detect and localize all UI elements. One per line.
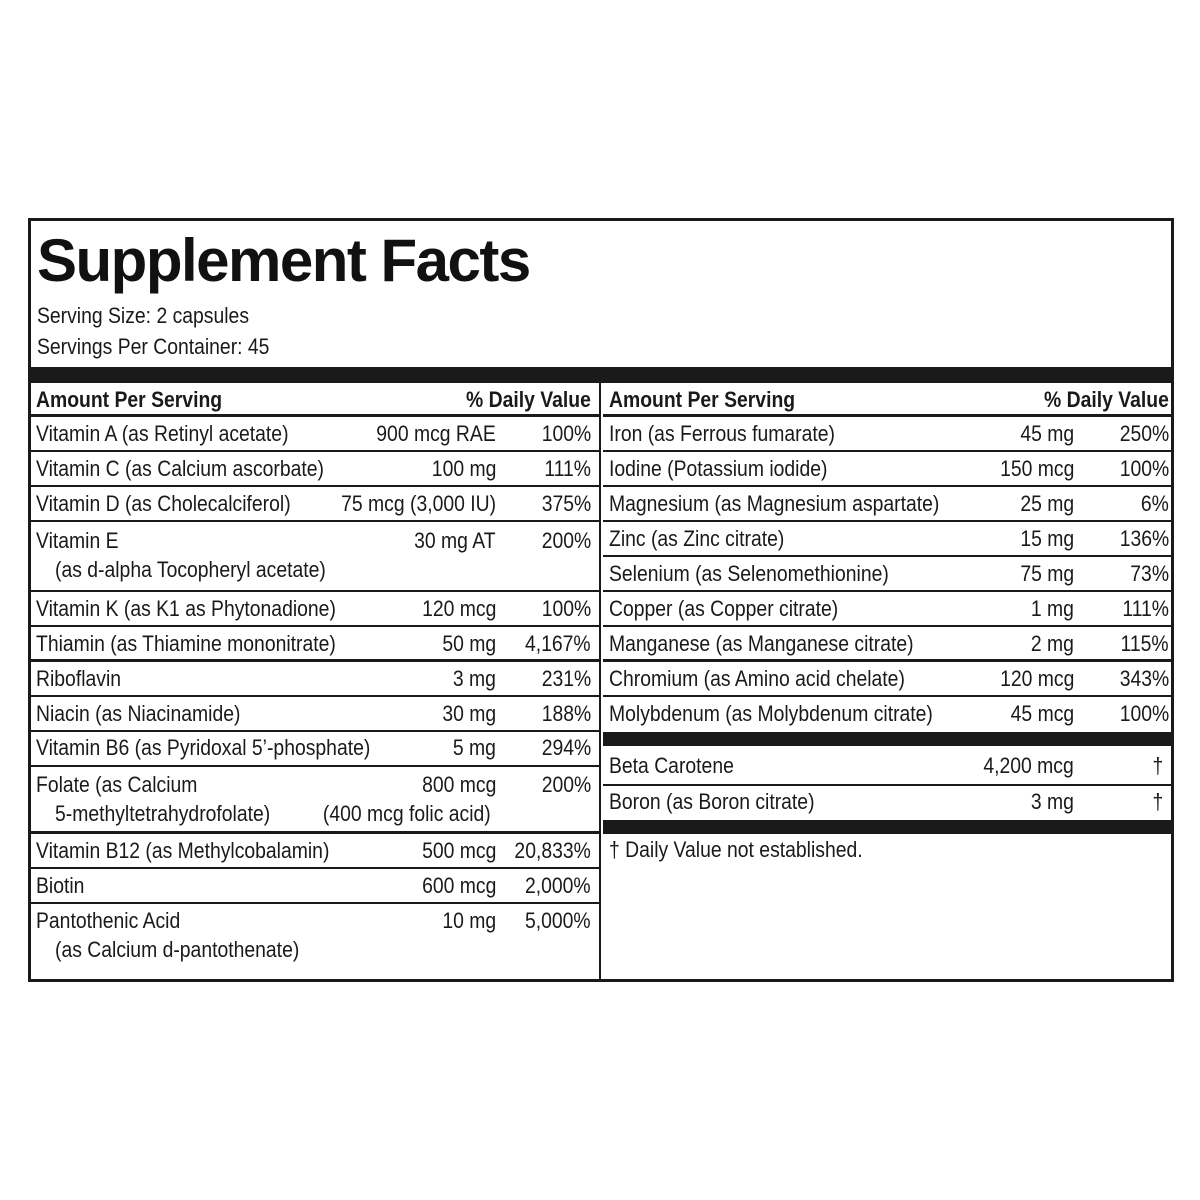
nutrient-amount-note: (400 mcg folic acid) — [323, 801, 491, 826]
mineral-row — [603, 697, 1171, 732]
nutrient-amount: 75 mcg (3,000 IU) — [341, 491, 496, 516]
nutrient-amount: 30 mg — [442, 701, 496, 726]
nutrient-row — [31, 452, 599, 487]
nutrient-dv: 100% — [541, 596, 591, 621]
mineral-row — [603, 557, 1171, 592]
nutrient-dv: 188% — [541, 701, 591, 726]
nutrient-row — [31, 627, 599, 662]
nutrient-dv: 200% — [541, 528, 591, 553]
nutrient-amount: 900 mcg RAE — [376, 421, 496, 446]
right-column-header — [603, 383, 1171, 417]
nutrient-row — [31, 767, 599, 834]
ingredient-amount: 3 mg — [1030, 789, 1074, 814]
nutrient-row — [31, 522, 599, 592]
nutrient-name: Riboflavin — [36, 666, 122, 691]
ingredient-dv: † — [1152, 789, 1163, 814]
ingredient-name: Boron (as Boron citrate) — [609, 789, 815, 814]
nutrient-dv: 5,000% — [525, 908, 591, 933]
ingredient-name: Beta Carotene — [609, 753, 734, 778]
mineral-dv: 343% — [1119, 666, 1169, 691]
nutrient-row — [31, 904, 599, 970]
nutrient-dv: 20,833% — [514, 838, 591, 863]
nutrient-source: (as d-alpha Tocopheryl acetate) — [55, 557, 326, 582]
footnote: † Daily Value not established. — [609, 837, 863, 862]
daily-value-label: % Daily Value — [1044, 387, 1169, 412]
nutrient-dv: 4,167% — [525, 631, 591, 656]
mineral-dv: 100% — [1119, 701, 1169, 726]
nutrient-dv: 100% — [541, 421, 591, 446]
mineral-name: Iodine (Potassium iodide) — [609, 456, 828, 481]
nutrient-row — [31, 417, 599, 452]
mineral-row — [603, 522, 1171, 557]
thick-divider — [31, 367, 1171, 383]
mineral-name: Iron (as Ferrous fumarate) — [609, 421, 835, 446]
mineral-name: Copper (as Copper citrate) — [609, 596, 839, 621]
nutrient-amount: 120 mcg — [421, 596, 496, 621]
nutrient-source: 5-methyltetrahydrofolate) — [55, 801, 271, 826]
nutrient-amount: 30 mg AT — [414, 528, 496, 553]
nutrient-row — [31, 732, 599, 767]
nutrient-amount: 5 mg — [452, 735, 496, 760]
nutrient-row — [31, 869, 599, 904]
nutrient-dv: 375% — [541, 491, 591, 516]
mineral-amount: 1 mg — [1030, 596, 1074, 621]
nutrient-dv: 2,000% — [525, 873, 591, 898]
nutrient-name: Vitamin C (as Calcium ascorbate) — [36, 456, 324, 481]
thick-divider — [603, 820, 1171, 834]
mineral-dv: 73% — [1130, 561, 1169, 586]
nutrient-amount: 10 mg — [442, 908, 496, 933]
mineral-name: Manganese (as Manganese citrate) — [609, 631, 914, 656]
amount-per-serving-label: Amount Per Serving — [36, 387, 223, 412]
nutrient-row — [31, 834, 599, 869]
nutrient-amount: 500 mcg — [421, 838, 496, 863]
serving-size: Serving Size: 2 capsules — [37, 303, 249, 328]
nutrient-name: Pantothenic Acid — [36, 908, 181, 933]
nutrient-amount: 3 mg — [452, 666, 496, 691]
mineral-dv: 136% — [1119, 526, 1169, 551]
mineral-dv: 6% — [1141, 491, 1169, 516]
nutrient-row — [31, 662, 599, 697]
nutrient-name: Thiamin (as Thiamine mononitrate) — [36, 631, 336, 656]
supplement-facts-panel — [28, 218, 1174, 982]
mineral-name: Chromium (as Amino acid chelate) — [609, 666, 905, 691]
nutrient-amount: 100 mg — [431, 456, 496, 481]
mineral-name: Molybdenum (as Molybdenum citrate) — [609, 701, 933, 726]
mineral-row — [603, 487, 1171, 522]
other-ingredient-row — [603, 746, 1171, 786]
panel-title: Supplement Facts — [37, 227, 530, 294]
nutrient-amount: 600 mcg — [421, 873, 496, 898]
mineral-dv: 250% — [1119, 421, 1169, 446]
mineral-dv: 100% — [1119, 456, 1169, 481]
thick-divider — [603, 732, 1171, 746]
footnote-row — [603, 834, 1171, 874]
nutrient-name: Biotin — [36, 873, 85, 898]
nutrient-name: Vitamin D (as Cholecalciferol) — [36, 491, 291, 516]
nutrient-dv: 294% — [541, 735, 591, 760]
nutrient-amount: 800 mcg — [421, 772, 496, 797]
nutrient-source: (as Calcium d-pantothenate) — [55, 937, 300, 962]
daily-value-label: % Daily Value — [466, 387, 591, 412]
ingredient-amount: 4,200 mcg — [983, 753, 1074, 778]
nutrient-dv: 200% — [541, 772, 591, 797]
mineral-dv: 115% — [1120, 631, 1169, 656]
mineral-amount: 75 mg — [1020, 561, 1074, 586]
left-column — [31, 383, 601, 982]
ingredient-dv: † — [1152, 753, 1163, 778]
other-ingredient-row — [603, 786, 1171, 820]
nutrient-name: Vitamin K (as K1 as Phytonadione) — [36, 596, 336, 621]
mineral-name: Selenium (as Selenomethionine) — [609, 561, 889, 586]
mineral-row — [603, 417, 1171, 452]
nutrient-name: Vitamin B6 (as Pyridoxal 5’-phosphate) — [36, 735, 371, 760]
mineral-name: Magnesium (as Magnesium aspartate) — [609, 491, 940, 516]
left-column-header — [31, 383, 599, 417]
mineral-row — [603, 627, 1171, 662]
nutrient-name: Vitamin B12 (as Methylcobalamin) — [36, 838, 330, 863]
right-column — [603, 383, 1171, 982]
mineral-amount: 15 mg — [1020, 526, 1074, 551]
nutrient-name: Vitamin A (as Retinyl acetate) — [36, 421, 289, 446]
nutrient-row — [31, 592, 599, 627]
nutrient-name: Folate (as Calcium — [36, 772, 198, 797]
mineral-amount: 25 mg — [1020, 491, 1074, 516]
nutrient-dv: 111% — [544, 456, 591, 481]
nutrient-name: Niacin (as Niacinamide) — [36, 701, 241, 726]
nutrient-amount: 50 mg — [442, 631, 496, 656]
mineral-row — [603, 662, 1171, 697]
nutrient-dv: 231% — [541, 666, 591, 691]
mineral-row — [603, 452, 1171, 487]
mineral-name: Zinc (as Zinc citrate) — [609, 526, 785, 551]
mineral-amount: 45 mcg — [1010, 701, 1074, 726]
mineral-amount: 2 mg — [1030, 631, 1074, 656]
mineral-amount: 150 mcg — [999, 456, 1074, 481]
nutrient-row — [31, 697, 599, 732]
mineral-row — [603, 592, 1171, 627]
nutrient-name: Vitamin E — [36, 528, 119, 553]
mineral-dv: 111% — [1122, 596, 1169, 621]
mineral-amount: 45 mg — [1020, 421, 1074, 446]
amount-per-serving-label: Amount Per Serving — [609, 387, 796, 412]
servings-per-container: Servings Per Container: 45 — [37, 334, 270, 359]
nutrient-row — [31, 487, 599, 522]
mineral-amount: 120 mcg — [999, 666, 1074, 691]
